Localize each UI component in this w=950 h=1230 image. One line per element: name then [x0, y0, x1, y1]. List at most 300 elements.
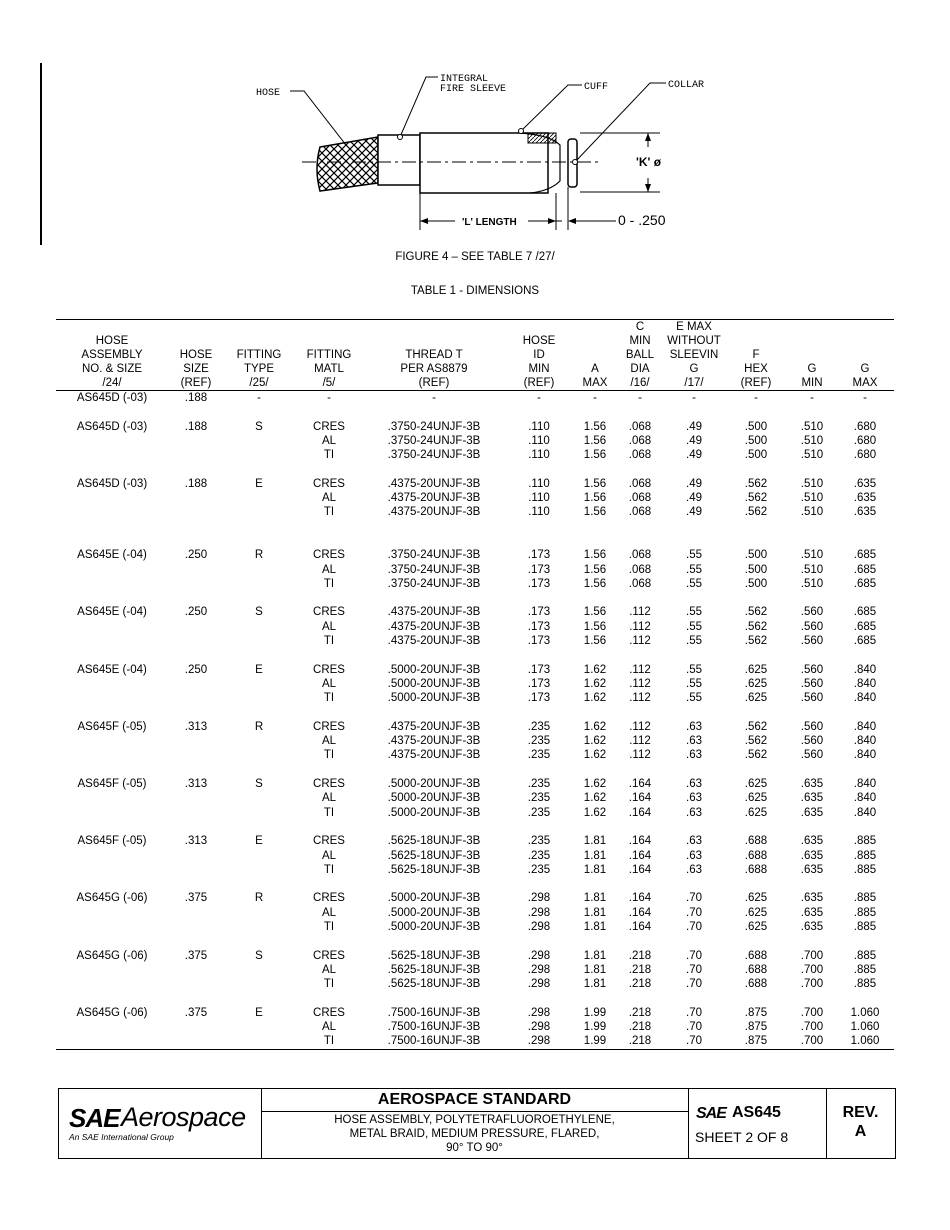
table-cell: .5625-18UNJF-3B — [387, 963, 481, 976]
table-cell: - — [863, 392, 867, 404]
standard-description — [261, 1113, 688, 1155]
table-cell — [224, 906, 294, 920]
table-cell — [616, 706, 664, 720]
table-cell: .112 — [629, 663, 651, 676]
table-cell: .068 — [628, 434, 652, 447]
standard-heading: AEROSPACE STANDARD — [261, 1089, 688, 1112]
table-cell: 1.56 — [583, 635, 607, 648]
table-cell — [724, 763, 788, 777]
table-cell — [616, 520, 664, 549]
table-cell: .298 — [527, 906, 551, 919]
l-length-label: 'L' LENGTH — [462, 217, 517, 228]
table-cell: .068 — [628, 492, 652, 505]
table-cell: 1.56 — [583, 563, 607, 576]
column-header — [616, 320, 664, 391]
table-cell: .562 — [744, 506, 768, 519]
table-row — [56, 934, 894, 948]
table-cell — [224, 863, 294, 877]
table-row — [56, 1006, 894, 1020]
table-cell — [224, 691, 294, 705]
table-cell: .680 — [853, 434, 877, 447]
table-cell: .685 — [853, 635, 877, 648]
table-cell: .188 — [184, 420, 208, 433]
table-cell: .110 — [528, 492, 550, 505]
table-cell — [56, 734, 168, 748]
table-cell — [724, 934, 788, 948]
table-row — [56, 991, 894, 1005]
table-cell — [294, 877, 364, 891]
table-cell: E — [255, 663, 263, 676]
column-header — [294, 320, 364, 391]
table-cell — [168, 906, 224, 920]
table-row — [56, 791, 894, 805]
table-cell: 1.56 — [583, 577, 607, 590]
table-row — [56, 620, 894, 634]
table-cell: .562 — [744, 477, 768, 490]
table-cell — [294, 462, 364, 476]
table-cell — [56, 849, 168, 863]
table-cell: .112 — [629, 635, 651, 648]
table-cell: .635 — [800, 892, 824, 905]
table-cell: .840 — [853, 735, 877, 748]
table-cell: .173 — [527, 577, 551, 590]
table-cell: .375 — [184, 892, 208, 905]
table-cell — [788, 877, 836, 891]
table-cell: .875 — [744, 1035, 768, 1048]
table-cell: .562 — [744, 635, 768, 648]
table-cell: .164 — [628, 778, 652, 791]
table-cell: AS645D (-03) — [76, 392, 148, 404]
table-cell: 1.56 — [583, 620, 607, 633]
column-header-line: MATL — [314, 363, 344, 375]
table-cell — [168, 577, 224, 591]
column-header-line: HOSE — [522, 335, 556, 347]
column-header-line: MIN — [629, 335, 651, 347]
table-cell: .55 — [686, 677, 702, 690]
table-cell: R — [254, 549, 264, 562]
table-cell: .298 — [527, 920, 551, 933]
table-cell — [56, 1020, 168, 1034]
table-cell — [664, 763, 724, 777]
table-cell: .688 — [744, 963, 768, 976]
table-row — [56, 520, 894, 549]
table-cell — [224, 577, 294, 591]
table-cell: .112 — [629, 677, 651, 690]
fire-sleeve — [378, 135, 420, 185]
table-row — [56, 706, 894, 720]
column-header-line: G — [689, 363, 699, 375]
table-cell: .685 — [853, 563, 877, 576]
table-cell — [504, 405, 574, 419]
table-cell: .63 — [686, 778, 702, 791]
table-cell: .235 — [527, 749, 551, 762]
table-cell: .5625-18UNJF-3B — [387, 978, 481, 991]
dimensions-table — [56, 319, 894, 1050]
table-cell — [168, 405, 224, 419]
table-cell: TI — [323, 635, 335, 648]
column-header — [664, 320, 724, 391]
column-header-line: G — [807, 363, 817, 375]
table-cell — [788, 934, 836, 948]
table-cell: 1.62 — [583, 749, 607, 762]
table-cell: .173 — [527, 692, 551, 705]
table-row — [56, 963, 894, 977]
table-cell — [168, 505, 224, 519]
table-row — [56, 391, 894, 406]
table-cell — [504, 706, 574, 720]
table-cell: .63 — [686, 806, 702, 819]
column-header-line: SIZE — [183, 363, 209, 375]
table-cell — [56, 405, 168, 419]
table-cell: .70 — [686, 1021, 702, 1034]
table-cell: .298 — [527, 892, 551, 905]
table-cell — [664, 648, 724, 662]
table-cell: - — [537, 392, 541, 404]
table-cell: .110 — [528, 434, 550, 447]
table-row — [56, 677, 894, 691]
table-title: TABLE 1 - DIMENSIONS — [410, 285, 540, 297]
table-cell: .112 — [629, 620, 651, 633]
table-cell: .55 — [686, 577, 702, 590]
table-cell: .55 — [686, 692, 702, 705]
column-header-line: MIN — [528, 363, 550, 375]
table-cell: .625 — [744, 920, 768, 933]
title-block — [58, 1088, 896, 1159]
table-row — [56, 420, 894, 434]
table-cell — [224, 991, 294, 1005]
table-cell — [364, 991, 504, 1005]
table-cell: .840 — [853, 778, 877, 791]
table-cell: .885 — [853, 849, 877, 862]
table-cell — [224, 462, 294, 476]
table-cell: .3750-24UNJF-3B — [387, 434, 481, 447]
table-cell — [574, 934, 616, 948]
table-cell: TI — [323, 449, 335, 462]
table-cell: .625 — [744, 806, 768, 819]
table-cell: .700 — [800, 963, 824, 976]
table-cell — [224, 620, 294, 634]
table-cell: AS645E (-04) — [77, 606, 147, 619]
table-cell — [224, 877, 294, 891]
column-header-line: E MAX — [676, 321, 712, 333]
table-cell — [364, 763, 504, 777]
collar-label: COLLAR — [668, 80, 705, 91]
table-cell — [788, 405, 836, 419]
integral-label-1: INTEGRAL — [440, 74, 489, 85]
column-header-line: BALL — [625, 349, 655, 361]
table-cell: .562 — [744, 720, 768, 733]
table-cell: .173 — [527, 549, 551, 562]
table-cell: E — [255, 477, 263, 490]
table-cell: .840 — [853, 663, 877, 676]
table-cell — [56, 563, 168, 577]
table-cell: .173 — [527, 677, 551, 690]
table-cell: .49 — [686, 477, 702, 490]
table-cell: S — [255, 949, 263, 962]
table-cell — [788, 591, 836, 605]
table-row — [56, 548, 894, 562]
table-cell: AS645D (-03) — [76, 477, 148, 490]
table-cell — [168, 706, 224, 720]
logo-subtitle: An SAE International Group — [69, 1132, 174, 1142]
table-cell: .5000-20UNJF-3B — [387, 692, 481, 705]
table-cell: AS645F (-05) — [77, 778, 147, 791]
table-cell: .110 — [528, 420, 550, 433]
table-cell: AL — [321, 735, 337, 748]
table-cell: .7500-16UNJF-3B — [387, 1021, 481, 1034]
table-cell: .560 — [800, 735, 824, 748]
table-cell: .55 — [686, 606, 702, 619]
table-cell: TI — [323, 749, 335, 762]
table-cell: .510 — [800, 549, 824, 562]
table-cell: .635 — [853, 477, 877, 490]
table-cell: 1.56 — [583, 449, 607, 462]
table-cell: .235 — [527, 720, 551, 733]
table-cell: .218 — [628, 978, 652, 991]
document-number: AS645 — [732, 1104, 781, 1121]
table-cell — [724, 877, 788, 891]
table-row — [56, 563, 894, 577]
table-cell: .250 — [184, 663, 208, 676]
table-cell: .313 — [184, 778, 208, 791]
table-cell: .3750-24UNJF-3B — [387, 420, 481, 433]
table-cell — [168, 748, 224, 762]
column-header-line: FITTING — [236, 349, 282, 361]
table-cell — [788, 991, 836, 1005]
table-cell — [56, 462, 168, 476]
table-cell — [224, 734, 294, 748]
table-cell — [664, 934, 724, 948]
table-cell — [664, 591, 724, 605]
column-header-line: FITTING — [306, 349, 352, 361]
table-cell: .313 — [184, 835, 208, 848]
table-cell: .298 — [527, 1006, 551, 1019]
table-cell — [664, 706, 724, 720]
table-cell: .510 — [800, 449, 824, 462]
table-cell — [224, 1020, 294, 1034]
column-header — [724, 320, 788, 391]
table-cell: .63 — [686, 863, 702, 876]
table-cell: .164 — [628, 806, 652, 819]
table-row — [56, 777, 894, 791]
table-cell: 1.62 — [583, 735, 607, 748]
column-header-line: TYPE — [243, 363, 275, 375]
table-cell: .4375-20UNJF-3B — [387, 749, 481, 762]
table-cell — [504, 991, 574, 1005]
table-cell — [56, 577, 168, 591]
table-cell: - — [810, 392, 814, 404]
table-cell — [504, 462, 574, 476]
table-cell — [224, 849, 294, 863]
table-cell: .840 — [853, 677, 877, 690]
table-cell: 1.81 — [583, 963, 607, 976]
table-cell — [836, 405, 894, 419]
table-cell: AS645D (-03) — [76, 420, 148, 433]
table-cell: CRES — [313, 720, 345, 733]
column-header-line: WITHOUT — [667, 335, 721, 347]
table-cell: .218 — [628, 1035, 652, 1048]
table-cell: TI — [323, 863, 335, 876]
table-cell — [168, 1020, 224, 1034]
table-cell: E — [255, 1006, 263, 1019]
table-cell — [616, 405, 664, 419]
table-cell — [724, 991, 788, 1005]
table-cell — [294, 520, 364, 549]
column-header-line: /17/ — [684, 377, 704, 389]
table-cell — [56, 963, 168, 977]
table-cell: AL — [321, 677, 337, 690]
table-cell: .560 — [800, 677, 824, 690]
table-cell: .068 — [628, 449, 652, 462]
table-cell — [574, 991, 616, 1005]
table-row — [56, 920, 894, 934]
table-cell — [56, 806, 168, 820]
table-cell: .840 — [853, 720, 877, 733]
table-cell — [364, 591, 504, 605]
table-cell: .700 — [800, 1006, 824, 1019]
table-row — [56, 491, 894, 505]
table-cell: .164 — [628, 849, 652, 862]
table-cell: .885 — [853, 863, 877, 876]
table-row — [56, 734, 894, 748]
column-header-line: F — [752, 349, 760, 361]
table-cell: AS645E (-04) — [77, 549, 147, 562]
table-cell — [616, 820, 664, 834]
table-cell — [724, 462, 788, 476]
table-cell — [664, 462, 724, 476]
column-header-line: ID — [533, 349, 545, 361]
table-row — [56, 891, 894, 905]
table-cell — [56, 748, 168, 762]
table-cell — [168, 1034, 224, 1049]
table-cell: AS645F (-05) — [77, 720, 147, 733]
title-block-description — [261, 1089, 689, 1158]
table-cell — [664, 991, 724, 1005]
table-cell — [364, 520, 504, 549]
logo-sae-text: SAE — [69, 1103, 120, 1133]
table-cell: .875 — [744, 1021, 768, 1034]
table-cell — [616, 462, 664, 476]
column-header-line: SLEEVIN — [669, 349, 719, 361]
column-header-line: MAX — [582, 377, 608, 389]
revision-value: A — [854, 1123, 867, 1140]
table-row — [56, 691, 894, 705]
table-cell: .635 — [800, 849, 824, 862]
table-cell: .235 — [527, 792, 551, 805]
table-cell: .635 — [853, 492, 877, 505]
table-cell — [788, 520, 836, 549]
column-header-line: (REF) — [523, 377, 555, 389]
table-cell — [56, 620, 168, 634]
column-header-line: /25/ — [249, 377, 269, 389]
table-cell: .500 — [744, 449, 768, 462]
table-cell — [574, 462, 616, 476]
table-cell — [168, 863, 224, 877]
table-cell — [56, 763, 168, 777]
table-cell: .7500-16UNJF-3B — [387, 1035, 481, 1048]
table-cell: TI — [323, 692, 335, 705]
table-cell — [664, 520, 724, 549]
table-cell: S — [255, 778, 263, 791]
table-cell: .510 — [800, 492, 824, 505]
table-cell — [836, 520, 894, 549]
table-cell — [168, 963, 224, 977]
table-cell: 1.81 — [583, 906, 607, 919]
table-cell — [616, 877, 664, 891]
table-cell: .500 — [744, 420, 768, 433]
column-header-line: A — [591, 363, 599, 375]
table-cell: .885 — [853, 978, 877, 991]
table-cell — [616, 934, 664, 948]
table-cell: .235 — [527, 863, 551, 876]
table-cell: .112 — [629, 749, 651, 762]
table-cell: .5000-20UNJF-3B — [387, 663, 481, 676]
table-cell: .3750-24UNJF-3B — [387, 549, 481, 562]
table-cell — [168, 520, 224, 549]
table-cell — [724, 648, 788, 662]
table-cell: .875 — [744, 1006, 768, 1019]
table-cell — [574, 520, 616, 549]
table-cell — [574, 706, 616, 720]
table-cell: .635 — [800, 920, 824, 933]
table-cell: .560 — [800, 720, 824, 733]
table-cell — [56, 634, 168, 648]
table-cell: .173 — [527, 606, 551, 619]
table-cell: .49 — [686, 434, 702, 447]
table-cell: .218 — [628, 1021, 652, 1034]
column-header — [504, 320, 574, 391]
table-cell: .685 — [853, 620, 877, 633]
description-line-3: 90° TO 90° — [446, 1142, 503, 1154]
table-cell: .250 — [184, 549, 208, 562]
column-header — [788, 320, 836, 391]
column-header — [56, 320, 168, 391]
table-row — [56, 605, 894, 619]
table-cell — [56, 934, 168, 948]
table-cell — [168, 648, 224, 662]
table-cell: AS645E (-04) — [77, 663, 147, 676]
table-cell — [836, 648, 894, 662]
table-cell: .885 — [853, 906, 877, 919]
table-cell: .885 — [853, 949, 877, 962]
table-cell: .685 — [853, 606, 877, 619]
table-cell — [788, 462, 836, 476]
table-cell: - — [432, 392, 436, 404]
table-cell — [168, 920, 224, 934]
table-cell: 1.99 — [583, 1006, 607, 1019]
table-cell: .3750-24UNJF-3B — [387, 449, 481, 462]
table-cell: .560 — [800, 692, 824, 705]
sheet-number: SHEET 2 OF 8 — [695, 1129, 789, 1145]
table-cell: .688 — [744, 835, 768, 848]
table-cell: .188 — [184, 477, 208, 490]
table-cell — [168, 491, 224, 505]
table-cell: .685 — [853, 549, 877, 562]
table-cell: CRES — [313, 663, 345, 676]
table-cell: 1.56 — [583, 549, 607, 562]
table-cell: .173 — [527, 663, 551, 676]
table-cell — [56, 820, 168, 834]
table-cell: .70 — [686, 949, 702, 962]
hose-assembly-figure — [250, 65, 720, 240]
table-cell: .110 — [528, 449, 550, 462]
table-cell: .55 — [686, 620, 702, 633]
table-cell: 1.56 — [583, 434, 607, 447]
table-cell: .5625-18UNJF-3B — [387, 949, 481, 962]
table-cell — [504, 763, 574, 777]
table-cell: .63 — [686, 720, 702, 733]
table-cell: .235 — [527, 806, 551, 819]
